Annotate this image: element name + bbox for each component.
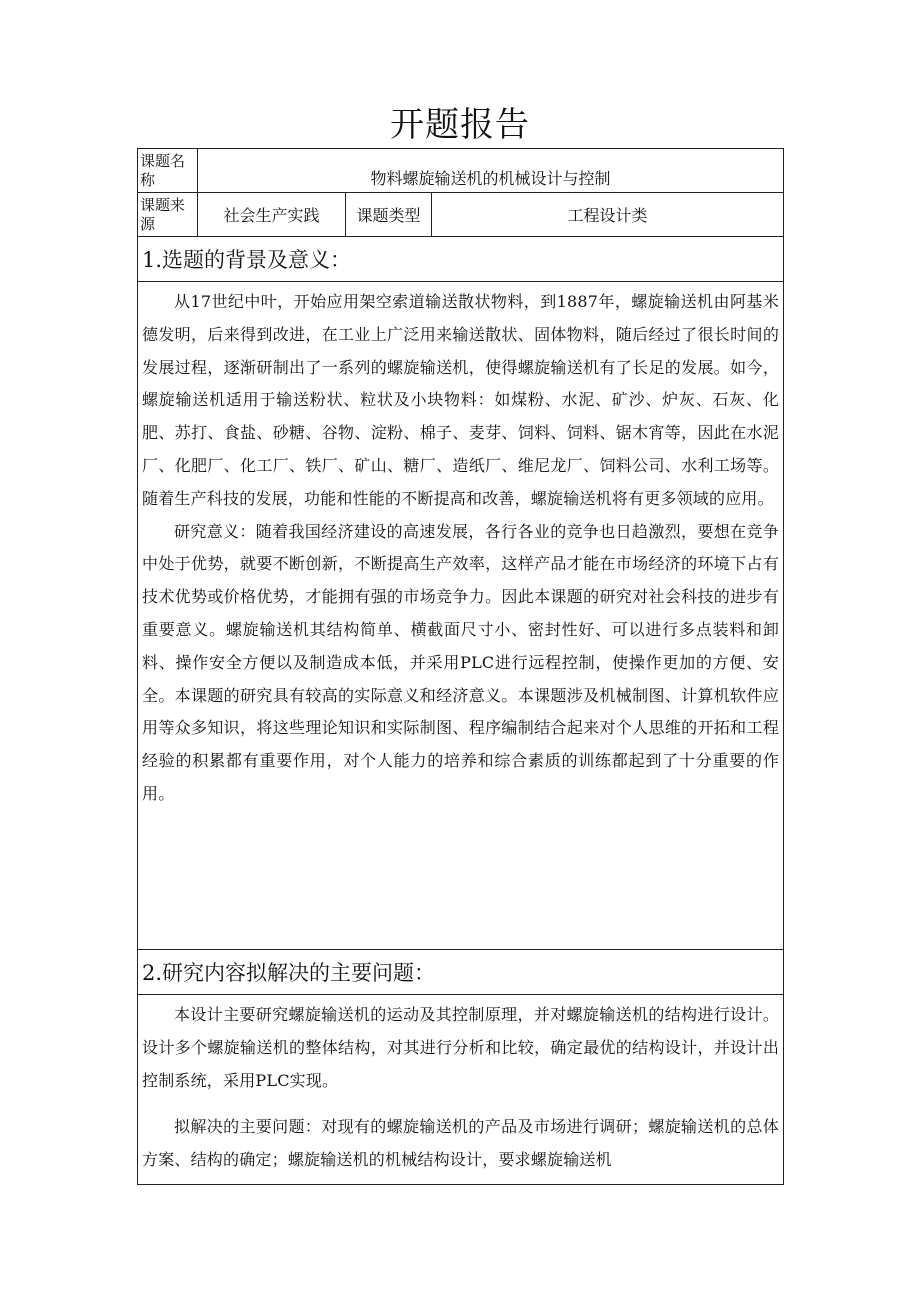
- topic-value: 物料螺旋输送机的机械设计与控制: [198, 149, 784, 193]
- topic-row: [138, 149, 784, 193]
- report-table: [137, 148, 784, 1185]
- type-label: 课题类型: [346, 193, 432, 237]
- paragraph-gap: [142, 1097, 779, 1111]
- page-title: 开题报告: [390, 105, 530, 145]
- source-value: 社会生产实践: [198, 193, 346, 237]
- section2-paragraph: 本设计主要研究螺旋输送机的运动及其控制原理，并对螺旋输送机的结构进行设计。设计多个螺旋输送机的整体结构，对其进行分析和比较，确定最优的结构设计，并设计出控制系统，采用PLC实现。: [142, 1005, 780, 1090]
- topic-label: 课题名称: [138, 149, 198, 193]
- section1-body: [138, 282, 784, 950]
- section2-body: [138, 995, 784, 1185]
- section1-heading: 1.选题的背景及意义：: [138, 237, 784, 282]
- section1-heading-row: [138, 237, 784, 282]
- section1-paragraph: 研究意义：随着我国经济建设的高速发展，各行各业的竞争也日趋激烈，要想在竞争中处于优势，就要不断创新，不断提高生产效率，这样产品才能在市场经济的环境下占有技术优势或价格优势，才能拥有强的市场竞争力。因此本课题的研究对社会科技的进步有重要意义。螺旋输送机其结构简单、横截面尺寸小、密封性好、可以进行多点装料和卸料、操作安全方便以及制造成本低，并采用PLC进行远程控制，使操作更加的方便、安全。本课题的研究具有较高的实际意义和经济意义。本课题涉及机械制图、计算机软件应用等众多知识，将这些理论知识和实际制图、程序编制结合起来对个人思维的开拓和工程经验的积累都有重要作用，对个人能力的培养和综合素质的训练都起到了十分重要的作用。: [142, 521, 780, 803]
- section2-body-row: [138, 995, 784, 1185]
- source-row: [138, 193, 784, 237]
- section2-paragraph: 拟解决的主要问题：对现有的螺旋输送机的产品及市场进行调研；螺旋输送机的总体方案、结构的确定；螺旋输送机的机械结构设计，要求螺旋输送机: [142, 1117, 780, 1170]
- section2-heading: 2.研究内容拟解决的主要问题：: [138, 950, 784, 995]
- section1-paragraph: 从17世纪中叶，开始应用架空索道输送散状物料，到1887年，螺旋输送机由阿基米德发明，后来得到改进，在工业上广泛用来输送散状、固体物料，随后经过了很长时间的发展过程，逐渐研制出了一系列的螺旋输送机，使得螺旋输送机有了长足的发展。如今，螺旋输送机适用于输送粉状、粒状及小块物料：如煤粉、水泥、矿沙、炉灰、石灰、化肥、苏打、食盐、砂糖、谷物、淀粉、棉子、麦芽、饲料、饲料、锯木宵等，因此在水泥厂、化肥厂、化工厂、铁厂、矿山、糖厂、造纸厂、维尼龙厂、饲料公司、水利工场等。随着生产科技的发展，功能和性能的不断提高和改善，螺旋输送机将有更多领域的应用。: [142, 292, 780, 508]
- section1-body-row: [138, 282, 784, 950]
- type-value: 工程设计类: [432, 193, 784, 237]
- source-label: 课题来源: [138, 193, 198, 237]
- section2-heading-row: [138, 950, 784, 995]
